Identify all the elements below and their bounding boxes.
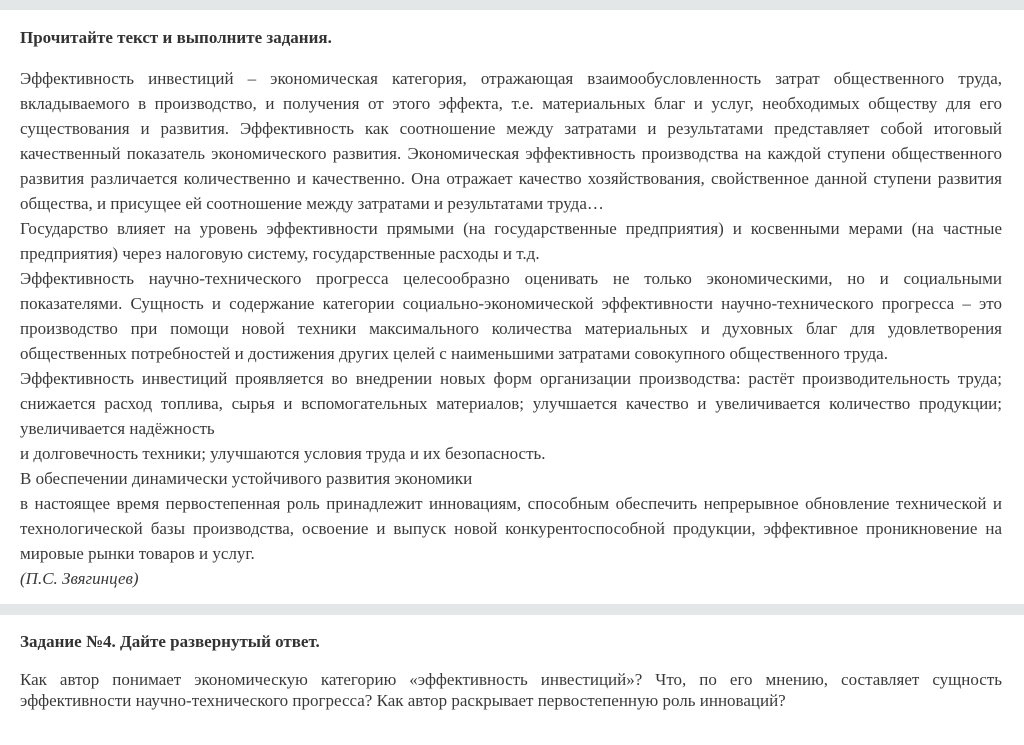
text-paragraph-7: в настоящее время первостепенная роль принадлежит инновациям, способным обеспечить непрерывное обновление технической и технологической базы производства, освоение и выпуск новой конкурентоспособной продукции, эффективное проникновение на мировые рынки товаров и услуг. — [20, 494, 1002, 563]
text-paragraph-6: В обеспечении динамически устойчивого развития экономики — [20, 469, 473, 488]
text-paragraph-3: Эффективность научно-технического прогресса целесообразно оценивать не только экономическими, но и социальными показателями. Сущность и содержание категории социально-экономической эффективности научно-технического прогресса – это производство при помощи новой техники максимального количества материальных и духовных благ для удовлетворения общественных потребностей и достижения других целей с наименьшими затратами совокупного общественного труда. — [20, 269, 1002, 363]
text-paragraph-1: Эффективность инвестиций – экономическая категория, отражающая взаимообусловленность затрат общественного труда, вкладываемого в производство, и получения от этого эффекта, т.е. материальных благ и услуг, необходимых обществу для его существования и развития. Эффективность как соотношение между затратами и результатами представляет собой итоговый качественный показатель экономического развития. Экономическая эффективность производства на каждой ступени общественного развития различается количественно и качественно. Она отражает качество хозяйствования, свойственное данной ступени развития общества, и присущее ей соотношение между затратами и результатами труда… — [20, 69, 1002, 213]
text-paragraph-5: и долговечность техники; улучшаются условия труда и их безопасность. — [20, 444, 546, 463]
text-paragraph-4: Эффективность инвестиций проявляется во внедрении новых форм организации производства: растёт производительность труда; снижается расход топлива, сырья и вспомогательных материалов; улучшается качество и увеличивается количество продукции; увеличивается надёжность — [20, 369, 1002, 438]
reading-instruction: Прочитайте текст и выполните задания. — [20, 28, 332, 47]
reading-panel — [0, 10, 1024, 604]
task-panel — [0, 615, 1024, 745]
task-heading: Задание №4. Дайте развернутый ответ. — [20, 632, 320, 651]
text-source: (П.С. Звягинцев) — [20, 569, 139, 588]
task-question: Как автор понимает экономическую категорию «эффективность инвестиций»? Что, по его мнению, составляет сущность эффективности научно-технического прогресса? Как автор раскрывает первостепенную роль инноваций? — [20, 670, 1002, 710]
text-paragraph-2: Государство влияет на уровень эффективности прямыми (на государственные предприятия) и косвенными мерами (на частные предприятия) через налоговую систему, государственные расходы и т.д. — [20, 219, 1002, 263]
